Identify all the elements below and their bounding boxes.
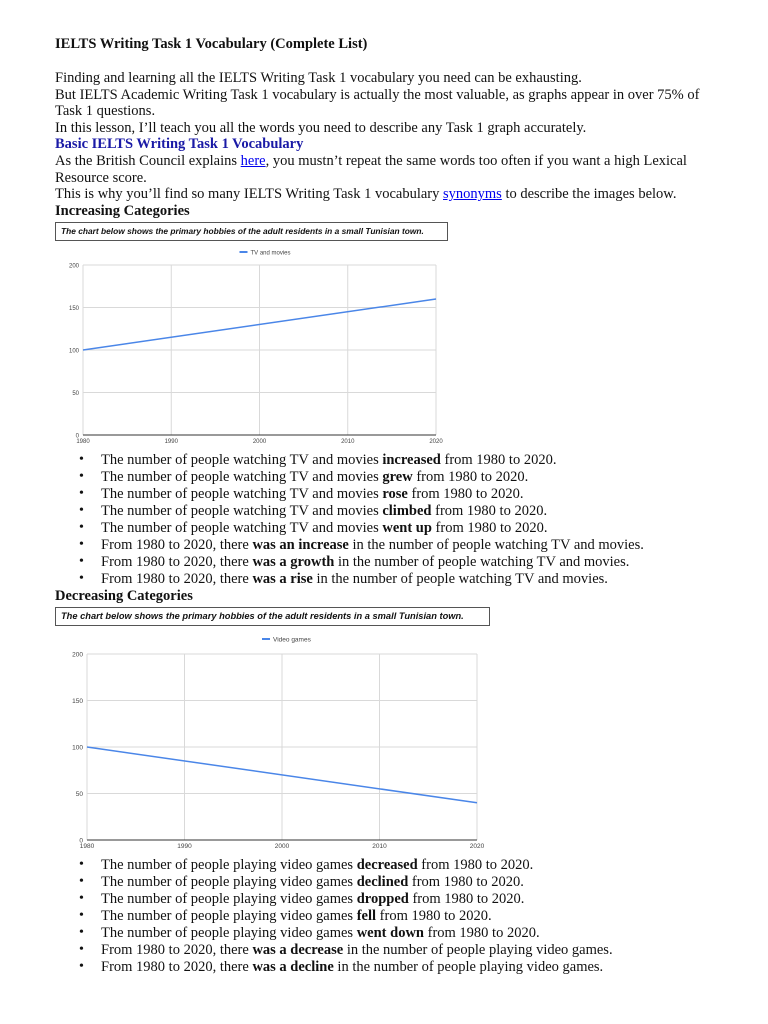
x-tick-label: 2020 [429,439,443,446]
list-item [101,571,715,588]
list-item-text: from 1980 to 2020. [431,503,548,520]
list-item-text: from 1980 to 2020. [412,469,529,486]
y-tick-label: 100 [72,744,83,752]
list-item-text: From 1980 to 2020, there [101,536,253,553]
page-title: IELTS Writing Task 1 Vocabulary (Complete List) [55,36,368,52]
british-council-paragraph [55,153,715,186]
list-item-keyword: declined [356,874,409,891]
here-link[interactable]: here [240,152,266,169]
list-item [101,942,715,959]
list-item-text: The number of people playing video games [101,874,357,891]
bc-text-pre: As the British Council explains [55,152,241,169]
synonyms-paragraph [55,186,715,203]
section-heading: Basic IELTS Writing Task 1 Vocabulary [55,136,304,153]
line-chart-increasing [55,241,455,447]
list-item-text: From 1980 to 2020, there [101,941,253,958]
y-tick-label: 0 [79,837,83,845]
chart-decreasing [55,626,715,857]
list-item [101,891,715,908]
list-item-text: from 1980 to 2020. [408,874,524,891]
y-tick-label: 200 [68,263,79,270]
decreasing-heading: Decreasing Categories [55,587,193,604]
list-item [101,503,715,520]
list-item-text: The number of people watching TV and movies [101,486,383,503]
y-tick-label: 50 [72,391,79,398]
list-item [101,520,715,537]
x-tick-label: 2010 [341,439,355,446]
list-item-keyword: increased [382,452,441,469]
list-item-keyword: went down [356,924,424,941]
list-item-text: from 1980 to 2020. [417,857,534,874]
list-item [101,469,715,486]
list-item-keyword: was a decline [252,958,334,975]
list-item-text: from 1980 to 2020. [431,519,548,536]
list-item-keyword: was a rise [252,570,313,587]
y-tick-label: 0 [75,433,79,440]
list-item-text: The number of people playing video games [101,891,357,907]
y-tick-label: 100 [68,348,79,355]
list-item-text: The number of people watching TV and movies [101,519,383,536]
intro-paragraph-2: But IELTS Academic Writing Task 1 vocabulary is actually the most valuable, as graphs appear in over 75% of Task 1 questions. [55,86,700,120]
list-item [101,554,715,571]
list-item-keyword: dropped [356,891,409,907]
legend-label: Video games [273,636,311,644]
x-tick-label: 2020 [469,843,485,851]
x-tick-label: 2000 [274,843,290,851]
decreasing-bullet-list [55,857,715,975]
x-tick-label: 2000 [252,439,267,446]
list-item-keyword: fell [356,907,377,924]
bc-text-post: , you mustn’t repeat the same words too often if you want a high Lexical Resource score. [55,152,687,186]
y-tick-label: 200 [72,651,83,659]
y-tick-label: 150 [68,306,79,313]
list-item-text: The number of people watching TV and movies [101,469,383,486]
document-page [55,36,715,976]
list-item-text: from 1980 to 2020. [407,486,524,503]
list-item-text: in the number of people watching TV and movies. [334,553,630,570]
list-item-keyword: rose [382,486,408,503]
legend-label: TV and movies [250,250,291,257]
intro-paragraph-3: In this lesson, I’ll teach you all the words you need to describe any Task 1 graph accurately. [55,119,587,136]
list-item-keyword: was a growth [252,553,335,570]
y-tick-label: 50 [75,791,83,799]
list-item-text: in the number of people watching TV and movies. [312,570,608,587]
chart-caption-decreasing: The chart below shows the primary hobbies of the adult residents in a small Tunisian town. [55,607,490,626]
list-item-keyword: was an increase [252,536,349,553]
list-item-text: from 1980 to 2020. [376,907,492,924]
list-item-text: The number of people watching TV and movies [101,452,383,469]
list-item [101,874,715,891]
list-item-text: from 1980 to 2020. [408,891,525,907]
list-item-keyword: was a decrease [252,941,344,958]
list-item-text: From 1980 to 2020, there [101,553,253,570]
list-item [101,925,715,942]
list-item [101,537,715,554]
list-item [101,452,715,469]
synonyms-link[interactable]: synonyms [443,186,502,203]
list-item-text: from 1980 to 2020. [423,924,540,941]
syn-text-pre: This is why you’ll find so many IELTS Writing Task 1 vocabulary [55,186,443,203]
increasing-heading: Increasing Categories [55,202,190,219]
list-item [101,959,715,976]
list-item [101,486,715,503]
list-item [101,908,715,925]
x-tick-label: 2010 [372,843,387,851]
list-item-text: from 1980 to 2020. [440,452,557,469]
x-tick-label: 1980 [76,439,90,446]
y-tick-label: 150 [72,698,83,706]
list-item-text: The number of people playing video games [101,907,357,924]
chart-caption-increasing: The chart below shows the primary hobbies of the adult residents in a small Tunisian town. [55,222,448,241]
increasing-bullet-list [55,452,715,587]
syn-text-post: to describe the images below. [501,186,677,203]
list-item-keyword: decreased [356,857,418,874]
list-item-keyword: grew [382,469,413,486]
list-item-text: in the number of people playing video games. [343,941,613,958]
list-item-text: From 1980 to 2020, there [101,958,253,975]
list-item-text: The number of people playing video games [101,857,357,874]
intro-paragraph-1: Finding and learning all the IELTS Writing Task 1 vocabulary you need can be exhausting. [55,70,582,86]
list-item-text: From 1980 to 2020, there [101,570,253,587]
chart-increasing [55,241,715,452]
list-item-text: in the number of people playing video games. [333,958,604,975]
list-item-keyword: went up [382,519,432,536]
x-tick-label: 1990 [164,439,178,446]
list-item-text: in the number of people watching TV and movies. [348,536,644,553]
x-tick-label: 1990 [177,843,192,851]
x-tick-label: 1980 [79,843,95,851]
line-chart-decreasing [55,626,495,852]
list-item-text: The number of people watching TV and movies [101,503,383,520]
list-item-text: The number of people playing video games [101,924,357,941]
list-item [101,857,715,874]
list-item-keyword: climbed [382,503,432,520]
